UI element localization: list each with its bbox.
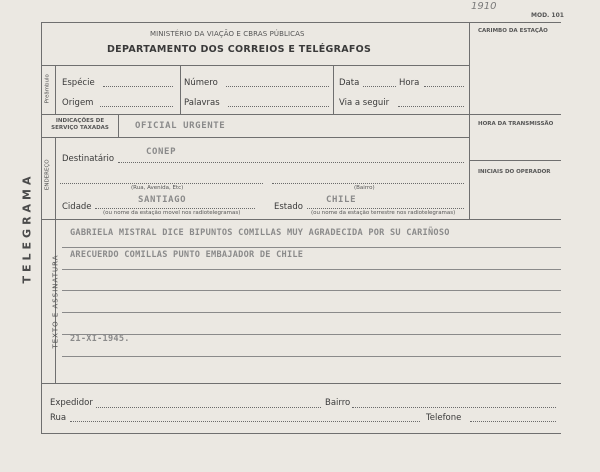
preambulo-side-label: Preâmbulo xyxy=(44,74,51,104)
data-label: Data xyxy=(339,78,360,88)
estado-field[interactable] xyxy=(307,208,464,209)
estado-label: Estado xyxy=(274,202,303,212)
destinatario-value: CONEP xyxy=(146,147,177,157)
message-date: 21-XI-1945. xyxy=(70,334,130,344)
cidade-value: SANTIAGO xyxy=(138,195,187,205)
rua-field[interactable] xyxy=(60,183,263,184)
especie-field[interactable] xyxy=(103,86,173,87)
palavras-label: Palavras xyxy=(184,98,220,108)
rua-note: (Rua, Avenida, Etc) xyxy=(131,185,184,191)
service-label: INDICAÇÕES DE SERVIÇO TAXADAS xyxy=(51,118,109,131)
hora-label: Hora xyxy=(399,78,420,88)
destinatario-label: Destinatário xyxy=(62,154,115,164)
destinatario-field[interactable] xyxy=(118,162,464,163)
service-value: OFICIAL URGENTE xyxy=(135,121,226,131)
expedidor-field[interactable] xyxy=(96,407,321,408)
station-stamp-label: CARIMBO DA ESTAÇÃO xyxy=(478,28,548,34)
especie-label: Espécie xyxy=(62,78,95,88)
cidade-field[interactable] xyxy=(95,208,255,209)
bairro-field[interactable] xyxy=(272,183,464,184)
origem-field[interactable] xyxy=(100,106,173,107)
telefone-field[interactable] xyxy=(470,421,556,422)
numero-field[interactable] xyxy=(226,86,329,87)
bairro-label: Bairro xyxy=(325,398,351,408)
bairro-field-footer[interactable] xyxy=(352,407,556,408)
via-label: Via a seguir xyxy=(339,98,390,108)
origem-label: Origem xyxy=(62,98,94,108)
numero-label: Número xyxy=(184,78,218,88)
expedidor-label: Expedidor xyxy=(50,398,93,408)
operator-initials-label: INICIAIS DO OPERADOR xyxy=(478,169,551,175)
estado-note: (ou nome da estação terrestre nos radiotelegramas) xyxy=(311,210,456,216)
ministry-title: MINISTÉRIO DA VIAÇÃO E CBRAS PÚBLICAS xyxy=(150,30,305,38)
endereco-side-label: ENDEREÇO xyxy=(44,159,51,191)
rua-field-footer[interactable] xyxy=(70,421,420,422)
cidade-label: Cidade xyxy=(62,202,92,212)
palavras-field[interactable] xyxy=(228,106,329,107)
message-line-1: GABRIELA MISTRAL DICE BIPUNTOS COMILLAS MUY AGRADECIDA POR SU CARIÑOSO xyxy=(70,228,450,238)
rua-label: Rua xyxy=(50,413,67,423)
hora-field[interactable] xyxy=(424,86,464,87)
data-field[interactable] xyxy=(363,86,396,87)
estado-value: CHILE xyxy=(326,195,357,205)
bairro-note: (Bairro) xyxy=(354,185,375,191)
telefone-label: Telefone xyxy=(426,413,462,423)
message-line-2: ARECUERDO COMILLAS PUNTO EMBAJADOR DE CHILE xyxy=(70,250,304,260)
texto-side-label: TEXTO E ASSINATURA xyxy=(51,254,60,349)
department-title: DEPARTAMENTO DOS CORREIOS E TELÉGRAFOS xyxy=(107,44,372,55)
via-field[interactable] xyxy=(398,106,464,107)
telegram-title: TELEGRAMA xyxy=(20,172,34,284)
cidade-note: (ou nome da estação movel nos radiotelegramas) xyxy=(103,210,241,216)
model-number: MOD. 101 xyxy=(531,12,564,19)
handwritten-number: 1910 xyxy=(471,1,497,12)
transmission-time-label: HORA DA TRANSMISSÃO xyxy=(478,121,554,127)
